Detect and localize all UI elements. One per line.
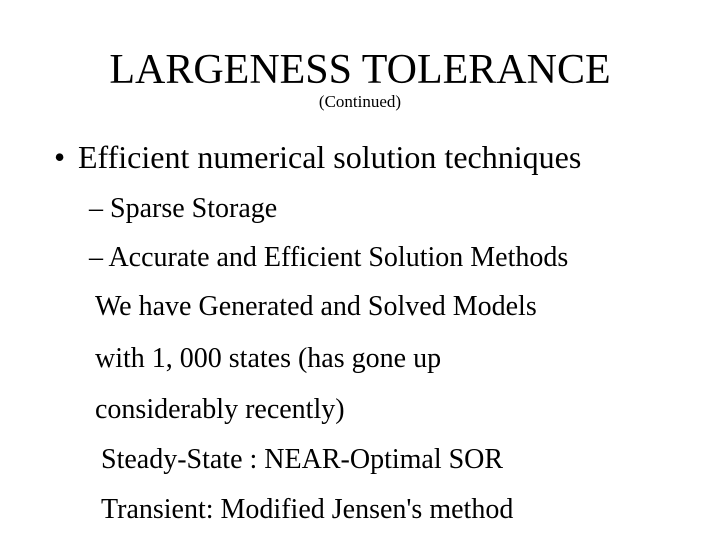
body-line-steady-state: Steady-State : NEAR-Optimal SOR: [101, 444, 504, 475]
body-line-states: with 1, 000 states (has gone up: [95, 343, 442, 374]
slide-subtitle: (Continued): [318, 92, 402, 111]
main-bullet-point: [54, 141, 581, 173]
body-line-transient: Transient: Modified Jensen's method: [101, 494, 514, 525]
slide-title: LARGENESS TOLERANCE: [109, 47, 611, 93]
bullet-icon: •: [54, 139, 66, 175]
body-line-models: We have Generated and Solved Models: [95, 291, 537, 322]
subpoint-solution-methods: – Accurate and Efficient Solution Methods: [89, 242, 569, 273]
subpoint-sparse-storage: – Sparse Storage: [89, 193, 278, 224]
main-bullet-text: Efficient numerical solution techniques: [78, 139, 582, 175]
body-line-recently: considerably recently): [95, 394, 345, 425]
